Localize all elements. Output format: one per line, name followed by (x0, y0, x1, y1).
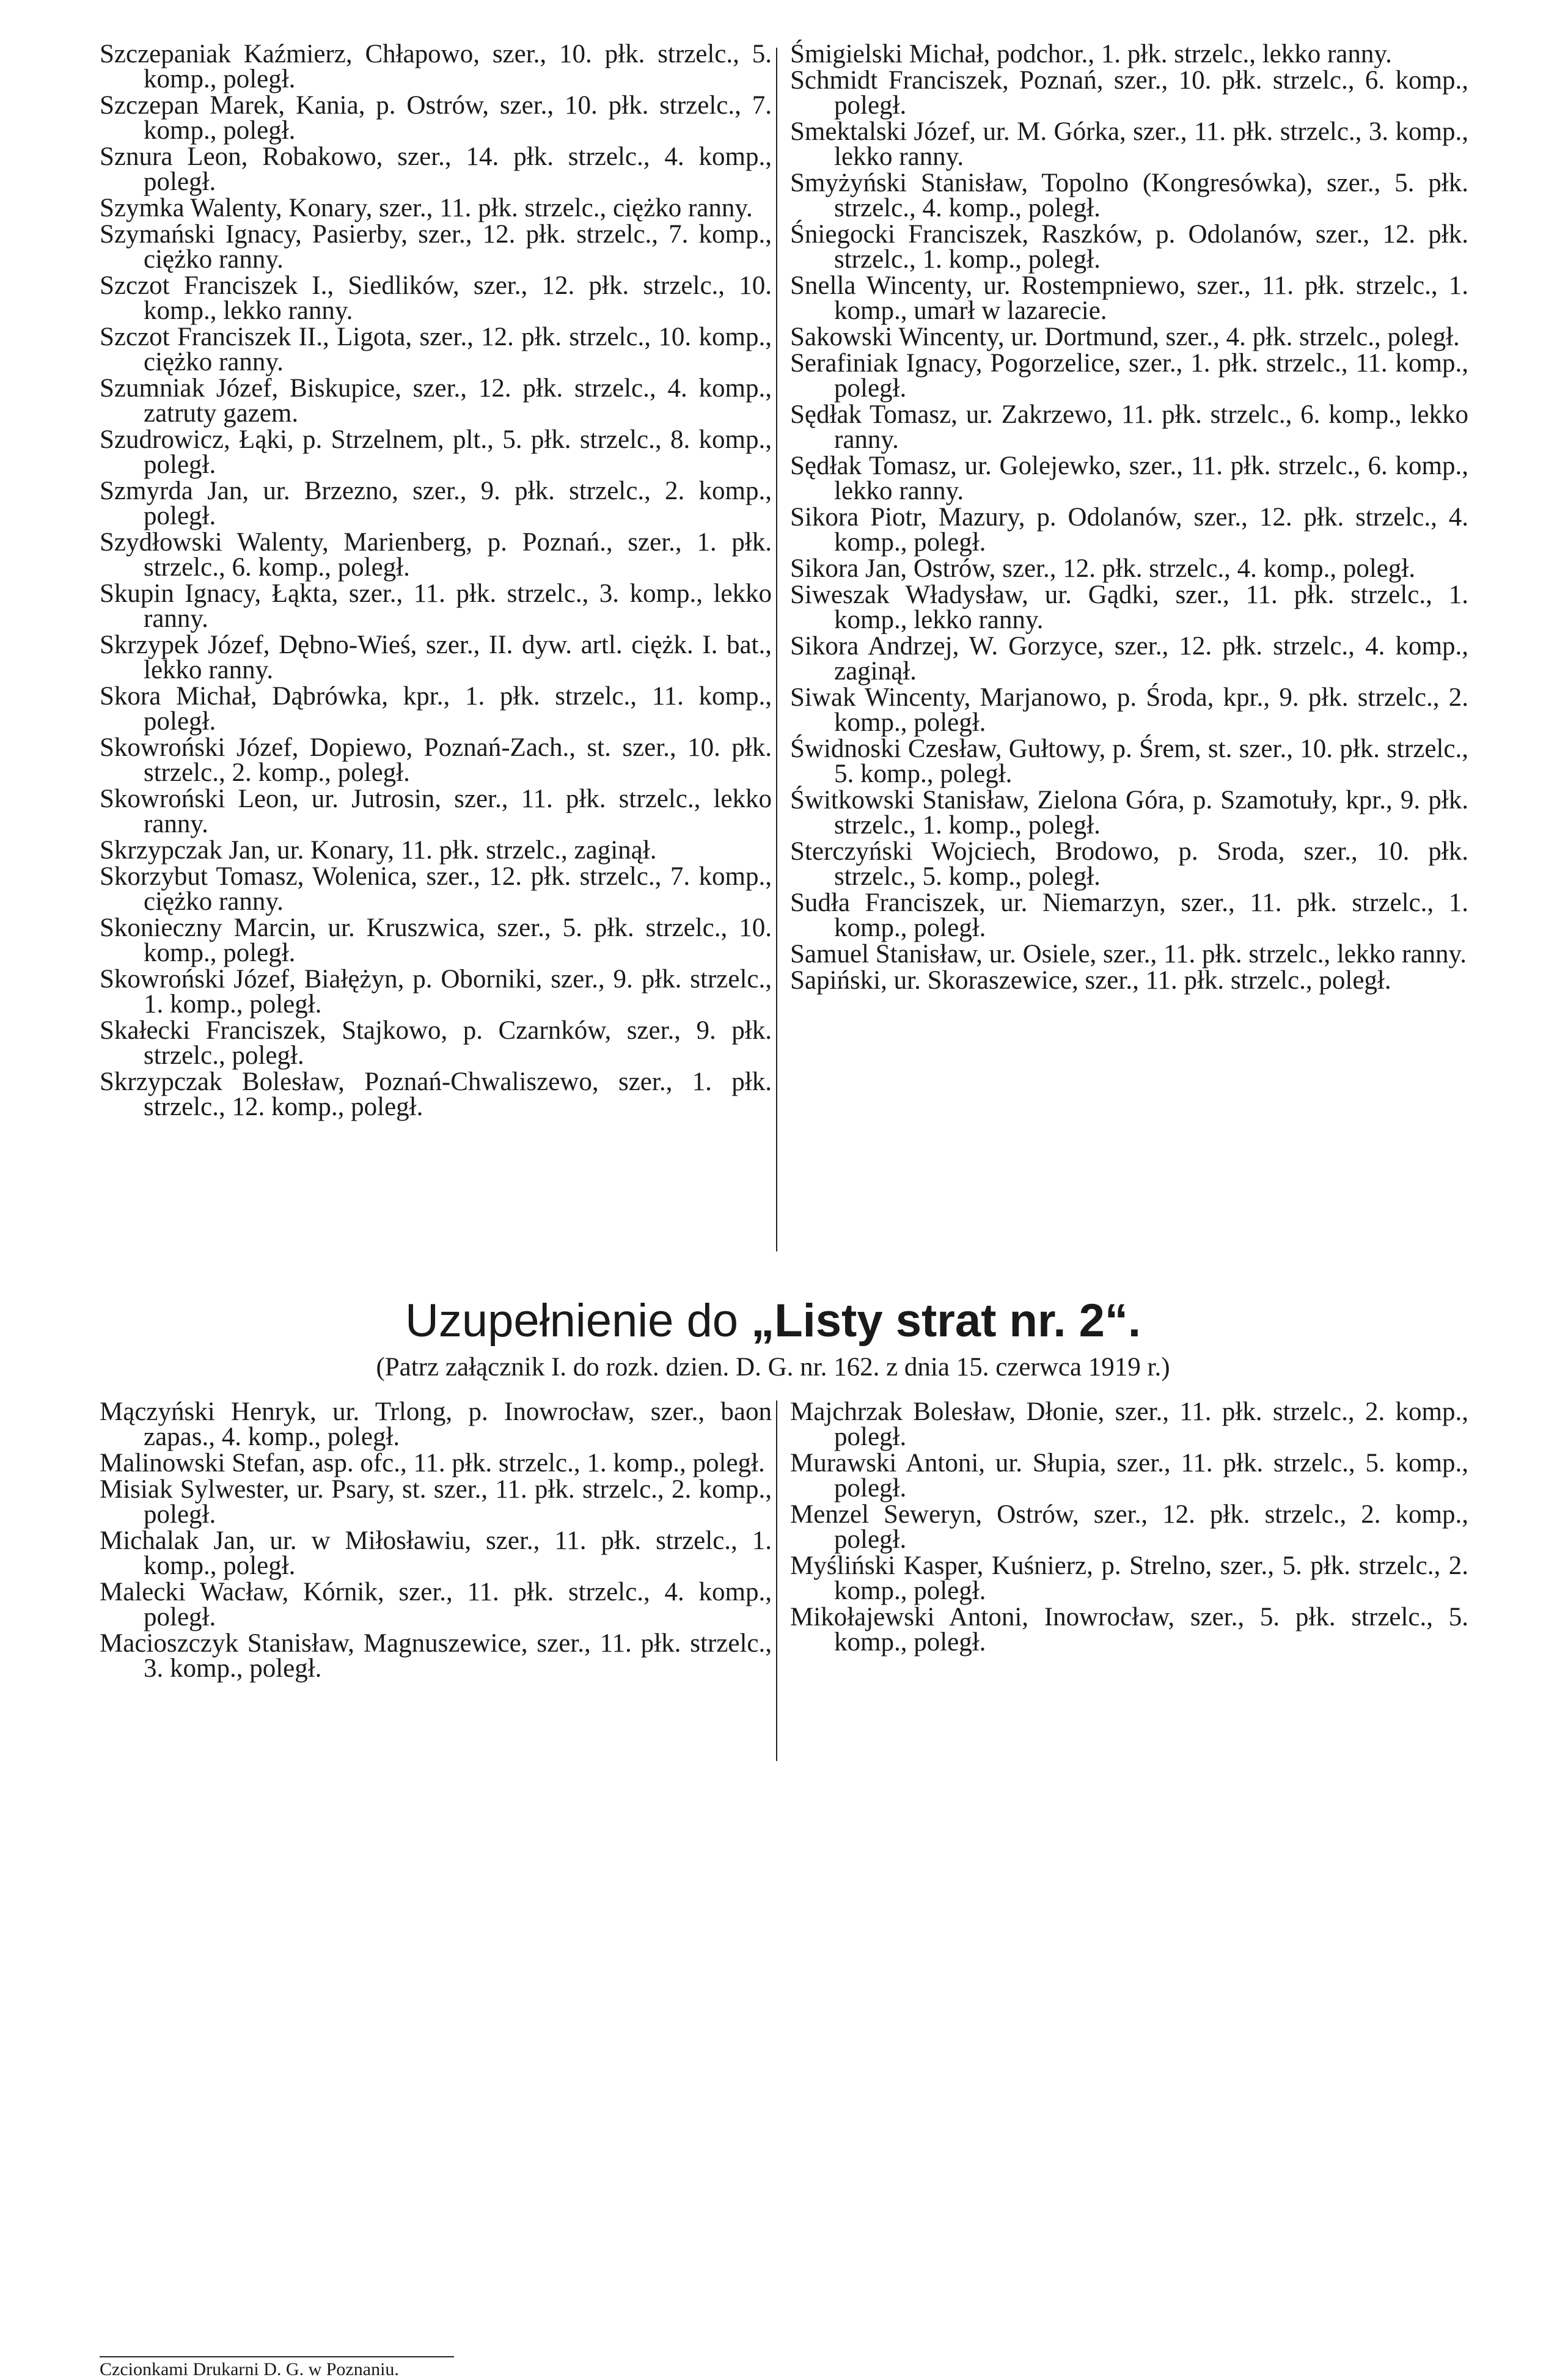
casualty-entry: Skonieczny Marcin, ur. Kruszwica, szer., 5. płk. strzelc., 10. komp., poległ. (100, 914, 772, 967)
casualty-entry: Michalak Jan, ur. w Miłosławiu, szer., 11. płk. strzelc., 1. komp., poległ. (100, 1526, 772, 1580)
printer-imprint: Czcionkami Drukarni D. G. w Poznaniu. (100, 2359, 399, 2379)
casualty-entry: Macioszczyk Stanisław, Magnuszewice, szer., 11. płk. strzelc., 3. komp., poległ. (100, 1629, 772, 1683)
casualty-entry: Skrzypczak Bolesław, Poznań-Chwaliszewo, szer., 1. płk. strzelc., 12. komp., poległ. (100, 1067, 772, 1121)
casualty-entry: Świdnoski Czesław, Gułtowy, p. Śrem, st. szer., 10. płk. strzelc., 5. komp., poległ. (790, 734, 1468, 788)
casualty-entry: Skupin Ignacy, Łąkta, szer., 11. płk. strzelc., 3. komp., lekko ranny. (100, 579, 772, 633)
casualty-entry: Skałecki Franciszek, Stajkowo, p. Czarnków, szer., 9. płk. strzelc., poległ. (100, 1016, 772, 1070)
section-heading-prefix: Uzupełnienie do (405, 1295, 752, 1347)
casualty-entry: Świtkowski Stanisław, Zielona Góra, p. Szamotuły, kpr., 9. płk. strzelc., 1. komp., poległ. (790, 786, 1468, 840)
casualty-entry: Serafiniak Ignacy, Pogorzelice, szer., 1. płk. strzelc., 11. komp., poległ. (790, 349, 1468, 403)
casualty-entry: Menzel Seweryn, Ostrów, szer., 12. płk. strzelc., 2. komp., poległ. (790, 1500, 1468, 1554)
casualty-entry: Szczepaniak Kaźmierz, Chłapowo, szer., 10. płk. strzelc., 5. komp., poległ. (100, 40, 772, 93)
casualty-entry: Smyżyński Stanisław, Topolno (Kongresówka), szer., 5. płk. strzelc., 4. komp., poległ. (790, 169, 1468, 222)
casualty-entry: Sterczyński Wojciech, Brodowo, p. Sroda, szer., 10. płk. strzelc., 5. komp., poległ. (790, 837, 1468, 891)
casualty-entry: Mikołajewski Antoni, Inowrocław, szer., 5. płk. strzelc., 5. komp., poległ. (790, 1603, 1468, 1657)
casualty-column-bottom-right (790, 1399, 1468, 1656)
casualty-entry: Samuel Stanisław, ur. Osiele, szer., 11. płk. strzelc., lekko ranny. (790, 940, 1467, 968)
casualty-entry: Schmidt Franciszek, Poznań, szer., 10. płk. strzelc., 6. komp., poległ. (790, 66, 1468, 120)
casualty-entry: Szumniak Józef, Biskupice, szer., 12. płk. strzelc., 4. komp., zatruty gazem. (100, 374, 772, 428)
casualty-entry: Sudła Franciszek, ur. Niemarzyn, szer., 11. płk. strzelc., 1. komp., poległ. (790, 888, 1468, 942)
column-divider-bottom (776, 1401, 777, 1761)
casualty-entry: Smektalski Józef, ur. M. Górka, szer., 11. płk. strzelc., 3. komp., lekko ranny. (790, 117, 1468, 171)
column-divider-top (776, 48, 777, 1251)
section-heading (0, 1295, 1546, 1347)
casualty-entry: Sapiński, ur. Skoraszewice, szer., 11. płk. strzelc., poległ. (790, 966, 1391, 995)
casualty-entry: Szmyrda Jan, ur. Brzezno, szer., 9. płk. strzelc., 2. komp., poległ. (100, 477, 772, 530)
casualty-entry: Szczepan Marek, Kania, p. Ostrów, szer., 10. płk. strzelc., 7. komp., poległ. (100, 91, 772, 145)
section-heading-emphasis: „Listy strat nr. 2“. (751, 1295, 1141, 1347)
casualty-entry: Szymański Ignacy, Pasierby, szer., 12. płk. strzelc., 7. komp., ciężko ranny. (100, 220, 772, 274)
casualty-entry: Śniegocki Franciszek, Raszków, p. Odolanów, szer., 12. płk. strzelc., 1. komp., poległ. (790, 220, 1468, 274)
casualty-entry: Sikora Piotr, Mazury, p. Odolanów, szer., 12. płk. strzelc., 4. komp., poległ. (790, 503, 1468, 557)
casualty-entry: Majchrzak Bolesław, Dłonie, szer., 11. płk. strzelc., 2. komp., poległ. (790, 1397, 1468, 1451)
casualty-column-top-right (790, 42, 1468, 994)
casualty-entry: Skowroński Józef, Białężyn, p. Oborniki, szer., 9. płk. strzelc., 1. komp., poległ. (100, 965, 772, 1019)
casualty-entry: Murawski Antoni, ur. Słupia, szer., 11. płk. strzelc., 5. komp., poległ. (790, 1449, 1468, 1503)
casualty-entry: Skrzypczak Jan, ur. Konary, 11. płk. strzelc., zaginął. (100, 836, 657, 865)
casualty-entry: Szudrowicz, Łąki, p. Strzelnem, plt., 5. płk. strzelc., 8. komp., poległ. (100, 425, 772, 479)
casualty-entry: Siwak Wincenty, Marjanowo, p. Środa, kpr., 9. płk. strzelc., 2. komp., poległ. (790, 683, 1468, 737)
casualty-column-bottom-left (100, 1399, 772, 1682)
casualty-entry: Siweszak Władysław, ur. Gądki, szer., 11. płk. strzelc., 1. komp., lekko ranny. (790, 580, 1468, 634)
casualty-entry: Skowroński Leon, ur. Jutrosin, szer., 11. płk. strzelc., lekko ranny. (100, 785, 772, 838)
casualty-entry: Skrzypek Józef, Dębno-Wieś, szer., II. dyw. artl. ciężk. I. bat., lekko ranny. (100, 631, 772, 684)
footer-rule (100, 2356, 454, 2357)
casualty-entry: Szydłowski Walenty, Marienberg, p. Poznań., szer., 1. płk. strzelc., 6. komp., poległ. (100, 528, 772, 582)
casualty-column-top-left (100, 42, 772, 1121)
casualty-entry: Malinowski Stefan, asp. ofc., 11. płk. strzelc., 1. komp., poległ. (100, 1449, 765, 1477)
casualty-entry: Sikora Jan, Ostrów, szer., 12. płk. strzelc., 4. komp., poległ. (790, 554, 1416, 583)
casualty-entry: Sznura Leon, Robakowo, szer., 14. płk. strzelc., 4. komp., poległ. (100, 142, 772, 196)
casualty-entry: Śmigielski Michał, podchor., 1. płk. strzelc., lekko ranny. (790, 40, 1392, 68)
casualty-entry: Sakowski Wincenty, ur. Dortmund, szer., 4. płk. strzelc., poległ. (790, 323, 1460, 351)
casualty-entry: Skowroński Józef, Dopiewo, Poznań-Zach., st. szer., 10. płk. strzelc., 2. komp., poległ. (100, 733, 772, 787)
casualty-entry: Snella Wincenty, ur. Rostempniewo, szer., 11. płk. strzelc., 1. komp., umarł w lazarecie. (790, 271, 1468, 325)
section-note: (Patrz załącznik I. do rozk. dzien. D. G. nr. 162. z dnia 15. czerwca 1919 r.) (376, 1353, 1170, 1382)
casualty-entry: Szczot Franciszek II., Ligota, szer., 12. płk. strzelc., 10. komp., ciężko ranny. (100, 323, 772, 376)
casualty-entry: Sikora Andrzej, W. Gorzyce, szer., 12. płk. strzelc., 4. komp., zaginął. (790, 632, 1468, 686)
casualty-entry: Malecki Wacław, Kórnik, szer., 11. płk. strzelc., 4. komp., poległ. (100, 1578, 772, 1631)
casualty-entry: Sędłak Tomasz, ur. Zakrzewo, 11. płk. strzelc., 6. komp., lekko ranny. (790, 400, 1468, 454)
casualty-entry: Szczot Franciszek I., Siedlików, szer., 12. płk. strzelc., 10. komp., lekko ranny. (100, 271, 772, 325)
casualty-entry: Sędłak Tomasz, ur. Golejewko, szer., 11. płk. strzelc., 6. komp., lekko ranny. (790, 452, 1468, 505)
casualty-entry: Skorzybut Tomasz, Wolenica, szer., 12. płk. strzelc., 7. komp., ciężko ranny. (100, 862, 772, 916)
casualty-entry: Skora Michał, Dąbrówka, kpr., 1. płk. strzelc., 11. komp., poległ. (100, 682, 772, 736)
casualty-entry: Myśliński Kasper, Kuśnierz, p. Strelno, szer., 5. płk. strzelc., 2. komp., poległ. (790, 1551, 1468, 1605)
casualty-entry: Szymka Walenty, Konary, szer., 11. płk. strzelc., ciężko ranny. (100, 194, 753, 222)
casualty-entry: Misiak Sylwester, ur. Psary, st. szer., 11. płk. strzelc., 2. komp., poległ. (100, 1475, 772, 1529)
casualty-entry: Mączyński Henryk, ur. Trlong, p. Inowrocław, szer., baon zapas., 4. komp., poległ. (100, 1397, 772, 1451)
